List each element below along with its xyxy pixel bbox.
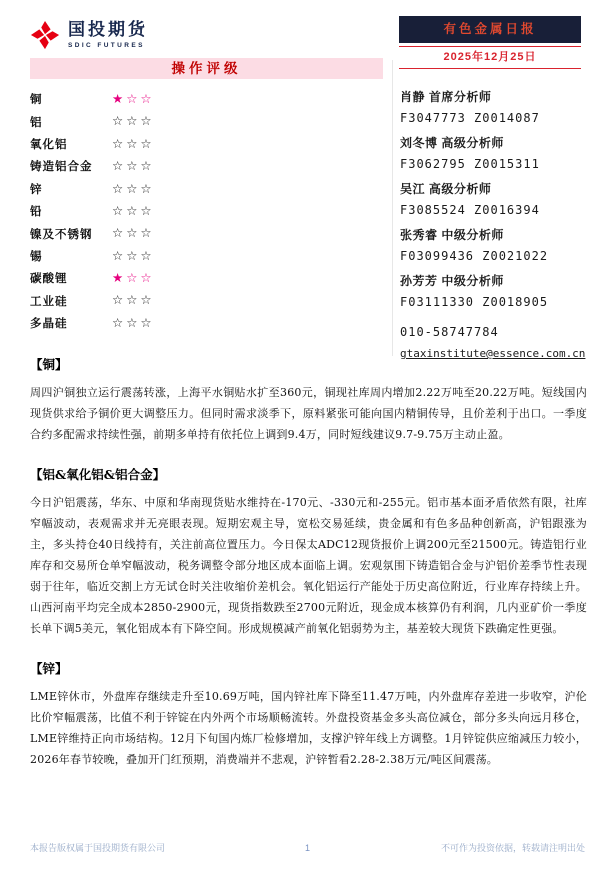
report-title: 有色金属日报: [399, 16, 581, 43]
rating-row: [30, 245, 383, 267]
analyst-name: 刘冬博 高级分析师: [400, 136, 504, 150]
section-zinc: [30, 659, 587, 770]
analyst-entry: [400, 132, 588, 174]
ratings-list: [30, 88, 383, 334]
section-heading: 【铝&氧化铝&铝合金】: [30, 467, 166, 482]
column-divider: [392, 60, 393, 356]
analyst-name: 吴江 高级分析师: [400, 182, 492, 196]
analyst-codes: F3047773 Z0014087: [400, 111, 540, 125]
rating-row: [30, 110, 383, 132]
analyst-entry: [400, 178, 588, 220]
rating-stars: ☆☆☆: [112, 136, 155, 151]
analyst-panel: [400, 86, 588, 364]
rating-stars: ☆☆☆: [112, 226, 155, 241]
analyst-codes: F03099436 Z0021022: [400, 249, 549, 263]
rating-stars: ★☆☆: [112, 91, 155, 106]
rating-metal-label: 锌: [30, 183, 43, 196]
analyst-entry: [400, 86, 588, 128]
contact-phone: 010-58747784: [400, 325, 499, 339]
rating-metal-label: 铸造铝合金: [30, 161, 93, 174]
rating-metal-label: 氧化铝: [30, 138, 68, 151]
rating-row: [30, 312, 383, 334]
rating-stars: ☆☆☆: [112, 159, 155, 174]
company-logo: [30, 20, 148, 50]
footer-page-number: 1: [304, 842, 310, 853]
rating-row: [30, 200, 383, 222]
section-heading: 【铜】: [30, 357, 68, 372]
section-aluminum: [30, 465, 587, 639]
rating-metal-label: 铅: [30, 206, 43, 219]
rating-row: [30, 222, 383, 244]
analyst-entry: [400, 270, 588, 312]
company-name: 国投期货: [68, 20, 148, 40]
section-body: 周四沪铜独立运行震荡转涨，上海平水铜贴水扩至360元，铜现社库周内增加2.22万吨至20.22万吨。短线国内现货供求给予铜价更大调整压力。但同时需求淡季下，原料紧张可能向国内精铜传导，且价差利于出口。一季度合约多配需求持续性强，前期多单持有依托位上调到9.4万，同时短线建议9.7-9.75万主动止盈。: [30, 386, 587, 441]
rating-row: [30, 178, 383, 200]
ratings-section-title: 操作评级: [30, 58, 383, 79]
report-date: 2025年12月25日: [399, 46, 581, 69]
rating-stars: ☆☆☆: [112, 315, 155, 330]
rating-row: [30, 290, 383, 312]
company-name-en: SDIC FUTURES: [68, 42, 145, 49]
rating-metal-label: 多晶硅: [30, 318, 68, 331]
section-body: LME锌休市，外盘库存继续走升至10.69万吨，国内锌社库下降至11.47万吨，内外盘库存差进一步收窄，沪伦比价窄幅震荡，比值不利于锌锭在内外两个市场顺畅流转。外盘投资基金多头高位减仓，部分多头向远月移仓，LME锌维持正向市场结构。12月下旬国内炼厂检修增加，支撑沪锌年线上方调整。1月锌锭供应缩减压力较小，2026年春节较晚，叠加开门红预期，消费端并不悲观，沪锌暂看2.28-2.38万元/吨区间震荡。: [30, 690, 587, 766]
analyst-name: 肖静 首席分析师: [400, 90, 492, 104]
analyst-entry: [400, 224, 588, 266]
rating-row: [30, 133, 383, 155]
rating-metal-label: 铝: [30, 116, 43, 129]
rating-row: [30, 267, 383, 289]
rating-metal-label: 铜: [30, 94, 43, 107]
rating-row: [30, 155, 383, 177]
rating-metal-label: 锡: [30, 250, 43, 263]
rating-stars: ☆☆☆: [112, 293, 155, 308]
rating-metal-label: 碳酸锂: [30, 273, 68, 286]
analyst-codes: F3062795 Z0015311: [400, 157, 540, 171]
footer-disclaimer: 不可作为投资依据，转载请注明出处: [440, 843, 585, 853]
section-body: 今日沪铝震荡，华东、中原和华南现货贴水维持在-170元、-330元和-255元。铝市基本面矛盾依然有限，社库窄幅波动，表观需求并无亮眼表现。短期宏观主导，宽松交易延续，贵金属和有色多品种创新高，沪铝跟涨为主，多头持仓40日线持有，关注前高位置压力。今日保太ADC12现货报价上调200元至21500元。铸造铝行业库存和交易所仓单窄幅波动，税务调整令部分地区成本面临上调。宏观氛围下铸造铝合金与沪铝价差季节性表现弱于往年，临近交割上方无试仓时关注收缩价差机会。氧化铝运行产能处于历史高位附近，行业库存持续上升。山西河南平均完全成本2850-2900元，现货指数跌至2700元附近，现金成本核算仍有利润，几内亚矿价一季度长单下调5美元，氧化铝成本有下降空间。形成规模减产前氧化铝弱势为主，基差较大现货下跌确定性更强。: [30, 496, 587, 635]
section-heading: 【锌】: [30, 661, 68, 676]
rating-stars: ☆☆☆: [112, 181, 155, 196]
contact-email-link[interactable]: gtaxinstitute@essence.com.cn: [400, 347, 586, 360]
rating-row: [30, 88, 383, 110]
section-copper: [30, 355, 587, 445]
analyst-codes: F03111330 Z0018905: [400, 295, 549, 309]
rating-metal-label: 镍及不锈钢: [30, 228, 93, 241]
rating-stars: ★☆☆: [112, 271, 155, 286]
report-body: [30, 355, 587, 790]
rating-stars: ☆☆☆: [112, 114, 155, 129]
sdic-logo-icon: [30, 20, 60, 50]
rating-metal-label: 工业硅: [30, 295, 68, 308]
footer-copyright: 本报告版权属于国投期货有限公司: [30, 843, 166, 853]
analyst-name: 孙芳芳 中级分析师: [400, 274, 504, 288]
analyst-codes: F3085524 Z0016394: [400, 203, 540, 217]
page-footer: [30, 841, 585, 854]
rating-stars: ☆☆☆: [112, 203, 155, 218]
analyst-name: 张秀睿 中级分析师: [400, 228, 504, 242]
rating-stars: ☆☆☆: [112, 248, 155, 263]
